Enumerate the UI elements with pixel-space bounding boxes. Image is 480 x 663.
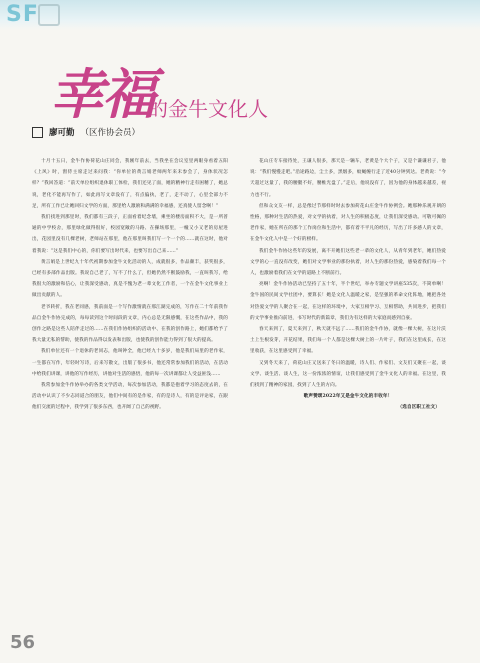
author-name: 廖可勤 [49, 128, 75, 138]
text-column-right [250, 156, 446, 414]
article-title-rest: 的金牛文化人 [148, 97, 268, 121]
closing-line: 歌声赞颂2022年又是金牛文化的丰收年！ [303, 394, 393, 400]
paragraph: 十月十五日，金牛作协荷花山庄同会，我刚年前去，当我坐在会议室里两眼身看着五阳《上风》时，窗侍主席走过来问我：“你单位的黄言娟老师两年来未参会了，身体状况怎样？”我回答道：“前天单位组织退休职工体检，我们还见了面，她的精神行走有困精了，她总说，老化不能再写作了，如此再写文章没有了，有点偏执，老了，走不动了，心里全部力不足，所有工作已让她回归文学的方面，那里给人激励和满满的幸福感，还真使人留念啊！” [32, 159, 228, 209]
paragraph: 黄言娟是上世纪九十年代初期参加金牛文化活动的人，成就很多，作品颇丰，获奖很多，已经有多部作品出版。我说自己老了，写不了什么了，但她仍然不断鼓励我，一直叫我写，给我很大的激励和信心，让我深受感动，真是不愧为老一辈文化工作者，一个在金牛文化事业上做出贡献的人。 [32, 259, 228, 299]
square-icon [32, 127, 43, 138]
byline [32, 126, 140, 138]
paragraph: 亮啊！金牛作协活动已坚持了五十年，半个世纪，举办专题文学讲座535次，不简单啊！金牛国的民间文学社团中，要算长！她是文化人温暖之家，是坚强的革命文化阵地，她把各处对热爱文学的人聚合在一起，在这样的环境中，大家互相学习、互相帮助，共同进步，把我们的文学事业推向前进，书写时代的新篇章，我们为有这样的大家庭而感到自豪。 [250, 282, 446, 321]
logo-text: SF [6, 2, 39, 27]
paragraph: 但和众文友一样，总是像过节那样时时去参加荷花山庄金牛作协例会。她那种乐观开朗的性格，那种对生活的热爱，对文学的执着，对人生的积极态度，让我们深受感动。可敬可佩的老作家，她在所在的那个工作岗位和生活中，都有着不平凡的经历，写出了许多感人的文章，在金牛文化人中是一个好的榜样。 [250, 203, 446, 243]
article-title-main: 幸福 [50, 62, 154, 126]
page-number: 56 [10, 632, 36, 653]
paragraph: 我常参加金牛作协举办的各类文学活动，每次参加活动，我都是抱着学习的态度去的，在活动中认识了不少志同道合的朋友，他们中间有的是作家，有的是诗人，有的是评论家，在跟他们交流的过程中，我学到了很多东西，也开阔了自己的视野。 [32, 383, 228, 411]
seal-icon [38, 4, 60, 26]
paragraph: 我们金牛作协这些年的发展，离不开她们这些老一辈的文化人，从青年到老年，她们热爱文学的心一直没有改变，她们对文学事业的那份执着，对人生的那份热爱，感染着我们每一个人，也激励着我们在文学的道路上不断前行。 [250, 248, 446, 277]
paragraph: 我们找进到那里时，我们都有三段子，正面看着纪念墙，乘坐的楼房面积不大，是一所普通的中学校舍，那里绿化做得很好，校园宽敞的马路、在操场那里，一幢又小又老的房屋进出，花园里没有几棵老树，老师站在那里，他在那里叫我们写一个一个的……就在这时，他对着我说：“这是我们中心的，你们要写出时代来，也要写出自己来……” [32, 215, 228, 254]
paragraph: 又到冬天来了，荷花山庄又送来了冬日的温暖，诗人们、作家们、文友们又聚在一起，谈文学、谈生活、谈人生，这一份浓浓的情谊，让我们感受到了金牛文化人的幸福。在这里，我们找到了精神的家园，找到了人生的方向。 [250, 360, 446, 389]
magazine-logo [6, 2, 76, 28]
paragraph: 花山庄专车接待处，王谦人很多，那天是一辆车，老黄是个大个子，又是个谦谦君子，他说：“我们慢慢走吧。”沿途路边，尘土多，黑烟多，蚊蝇缠行走了近40分钟到达。老黄说：“今天超过这量了，我的腰腿不好，腰椎光盘了。”走后，他说没有了，因为他的身体越来越差，视力也不行。 [250, 159, 446, 198]
text-column-left [32, 156, 228, 414]
source-signature: （选自区职工社文） [397, 405, 440, 411]
paragraph: 老爷转折，我在老同感，我前面是一个写作激情就在那江湖完成的，写作在二十年前我作品自金牛作协完成的，每每读到这个时间段的文章，内心总是无限感慨，在这些作品中，我的创作之路是这些人陪伴走过的……在我们作协组织的活动中、在我的创作路上，她们都给予了我大量无私的帮助，使我的作品得以发表和出版，也使我的创作能力得到了很大的提高。 [32, 304, 228, 344]
paragraph: 春天来到了，夏天来到了，秋天就不远了……我们的金牛作协，就像一棵大树，在这片沃土上生根发芽，开花结果，我们每一个人都是这棵大树上的一片叶子，我们在这里成长，在这里收获，在这里感受到了幸福。 [250, 327, 446, 355]
author-role: （区作协会员） [80, 128, 141, 138]
paragraph: 我们单位还有一个退休的老同志，他叫钟全，他已经九十多岁，他是我们局里的老作家，一生都在写作，年轻时写诗，后来写散文，出版了很多书，他还常常参加我们的活动，在活动中给我们讲课，讲他的写作经历，讲他对生活的感悟，他的每一次讲课都让人受益匪浅…… [32, 349, 228, 377]
